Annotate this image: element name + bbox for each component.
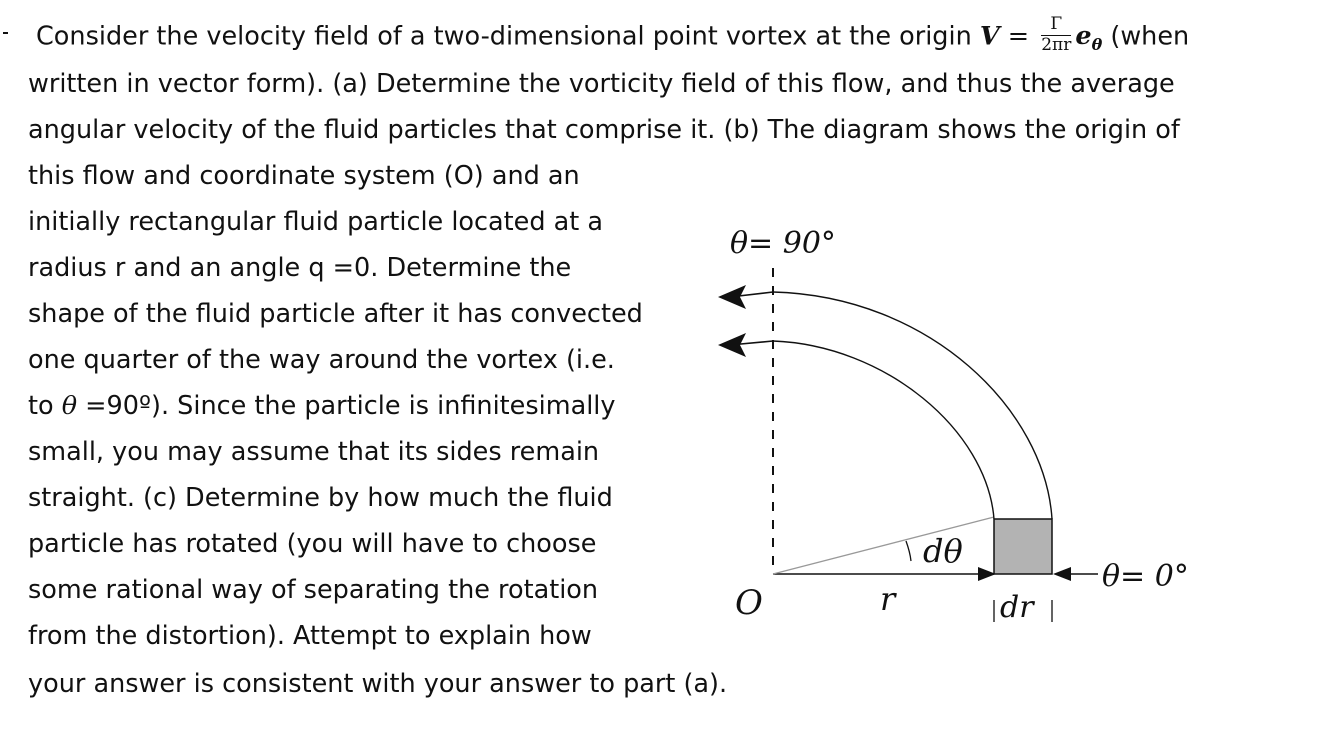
theta-0-label: θ= 0°	[1102, 559, 1189, 594]
problem-line-8: one quarter of the way around the vortex (i.e.	[28, 345, 615, 375]
e-theta-base: e	[1075, 21, 1092, 52]
origin-label: O	[735, 583, 763, 623]
line9-pre-text: to	[28, 391, 62, 421]
problem-line-12: particle has rotated (you will have to choose	[28, 529, 597, 559]
theta-0-arrowhead	[1053, 567, 1071, 581]
problem-line-5: initially rectangular fluid particle located at a	[28, 207, 604, 237]
theta-symbol: θ	[61, 391, 78, 421]
problem-line-10: small, you may assume that its sides remain	[28, 437, 600, 467]
velocity-vector-symbol: V	[979, 21, 1000, 52]
fraction-numerator: Γ	[1041, 16, 1071, 36]
line1-intro-text: Consider the velocity field of a two-dimensional point vortex at the origin	[36, 21, 980, 52]
problem-line-15: your answer is consistent with your answer to part (a).	[28, 669, 728, 699]
dtheta-arc	[906, 541, 911, 561]
problem-line-2: written in vector form). (a) Determine the vorticity field of this flow, and thus the average	[28, 69, 1175, 99]
line1-tail-text: (when	[1102, 21, 1190, 52]
theta-90-label: θ= 90°	[730, 226, 836, 261]
line9-post-text: =90º). Since the particle is infinitesimally	[77, 391, 616, 421]
problem-line-13: some rational way of separating the rotation	[28, 575, 599, 605]
radius-label: r	[880, 580, 896, 618]
dtheta-label: dθ	[923, 532, 963, 570]
problem-line-3: angular velocity of the fluid particles that comprise it. (b) The diagram shows the origin of	[28, 115, 1180, 145]
outer-streamline-arc	[773, 292, 1052, 519]
problem-line-6: radius r and an angle q =0. Determine the	[28, 253, 572, 283]
inner-arc-arrowhead	[718, 333, 746, 357]
problem-line-11: straight. (c) Determine by how much the fluid	[28, 483, 613, 513]
fluid-particle-square	[994, 519, 1052, 574]
fraction-denominator: 2πr	[1041, 34, 1072, 55]
problem-line-4: this flow and coordinate system (O) and an	[28, 161, 580, 191]
problem-line-7: shape of the fluid particle after it has convected	[28, 299, 643, 329]
dr-label: dr	[1000, 590, 1034, 625]
e-theta-subscript: θ	[1091, 35, 1103, 55]
equals-sign: =	[999, 21, 1038, 52]
inner-streamline-arc	[773, 341, 994, 519]
problem-line-14: from the distortion). Attempt to explain how	[28, 621, 592, 651]
outer-arc-arrowhead	[718, 285, 746, 309]
